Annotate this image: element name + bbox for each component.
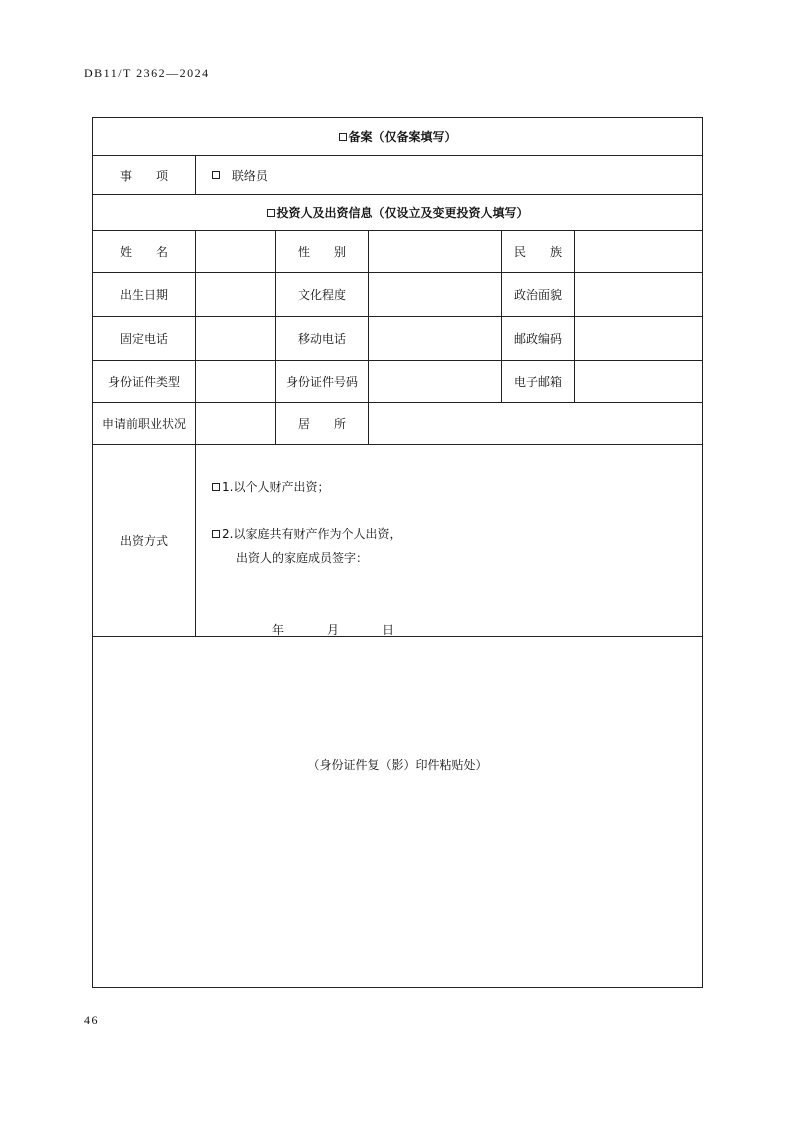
residence-field[interactable] [369, 403, 703, 445]
id-number-label: 身份证件号码 [276, 361, 369, 403]
landline-label: 固定电话 [93, 317, 196, 361]
option1-text: 1.以个人财产出资； [222, 480, 330, 494]
landline-field[interactable] [196, 317, 276, 361]
id-copy-row [93, 637, 703, 988]
contribution-method-label: 出资方式 [93, 445, 196, 637]
residence-label: 居 所 [276, 403, 369, 445]
education-field[interactable] [369, 273, 502, 317]
id-type-label: 身份证件类型 [93, 361, 196, 403]
contribution-method-cell [196, 445, 703, 637]
political-status-field[interactable] [575, 273, 703, 317]
investor-title-cell [93, 195, 703, 231]
education-label: 文化程度 [276, 273, 369, 317]
family-signature-label: 出资人的家庭成员签字： [236, 551, 369, 565]
investor-title-row [93, 195, 703, 231]
ethnicity-label: 民 族 [502, 231, 575, 273]
document-code: DB11/T 2362—2024 [84, 66, 210, 80]
occupation-row [93, 403, 703, 445]
id-number-field[interactable] [369, 361, 502, 403]
option1-line [212, 478, 329, 495]
liaison-option: 联络员 [231, 168, 268, 183]
contribution-row [93, 445, 703, 637]
id-type-field[interactable] [196, 361, 276, 403]
day-label: 日 [382, 623, 395, 637]
page-number: 46 [84, 1013, 99, 1027]
investor-checkbox[interactable] [267, 209, 275, 217]
gender-label: 性 别 [276, 231, 369, 273]
ethnicity-field[interactable] [575, 231, 703, 273]
matter-label: 事 项 [93, 156, 196, 195]
year-label: 年 [272, 623, 285, 637]
filing-row [93, 118, 703, 156]
name-row [93, 231, 703, 273]
filing-checkbox[interactable] [339, 133, 347, 141]
gender-field[interactable] [369, 231, 502, 273]
prior-occupation-field[interactable] [196, 403, 276, 445]
option2-text: 2.以家庭共有财产作为个人出资， [222, 527, 402, 541]
birth-row [93, 273, 703, 317]
id-row [93, 361, 703, 403]
postal-code-label: 邮政编码 [502, 317, 575, 361]
investor-title: 投资人及出资信息（仅设立及变更投资人填写） [276, 206, 529, 220]
liaison-checkbox[interactable] [212, 171, 220, 179]
option2-line [212, 525, 401, 542]
id-copy-paste-area [93, 637, 703, 988]
investor-form-table [92, 117, 703, 988]
mobile-field[interactable] [369, 317, 502, 361]
option2-checkbox[interactable] [212, 530, 220, 538]
option1-checkbox[interactable] [212, 483, 220, 491]
matter-value-cell [196, 156, 703, 195]
matter-row [93, 156, 703, 195]
email-label: 电子邮箱 [502, 361, 575, 403]
name-label: 姓 名 [93, 231, 196, 273]
month-label: 月 [327, 623, 340, 637]
filing-title-cell [93, 118, 703, 156]
email-field[interactable] [575, 361, 703, 403]
mobile-label: 移动电话 [276, 317, 369, 361]
postal-code-field[interactable] [575, 317, 703, 361]
political-status-label: 政治面貌 [502, 273, 575, 317]
birth-date-label: 出生日期 [93, 273, 196, 317]
name-field[interactable] [196, 231, 276, 273]
phone-row [93, 317, 703, 361]
prior-occupation-label: 申请前职业状况 [93, 403, 196, 445]
id-copy-label: （身份证件复（影）印件粘贴处） [307, 757, 488, 772]
filing-title: 备案（仅备案填写） [348, 130, 457, 144]
birth-date-field[interactable] [196, 273, 276, 317]
